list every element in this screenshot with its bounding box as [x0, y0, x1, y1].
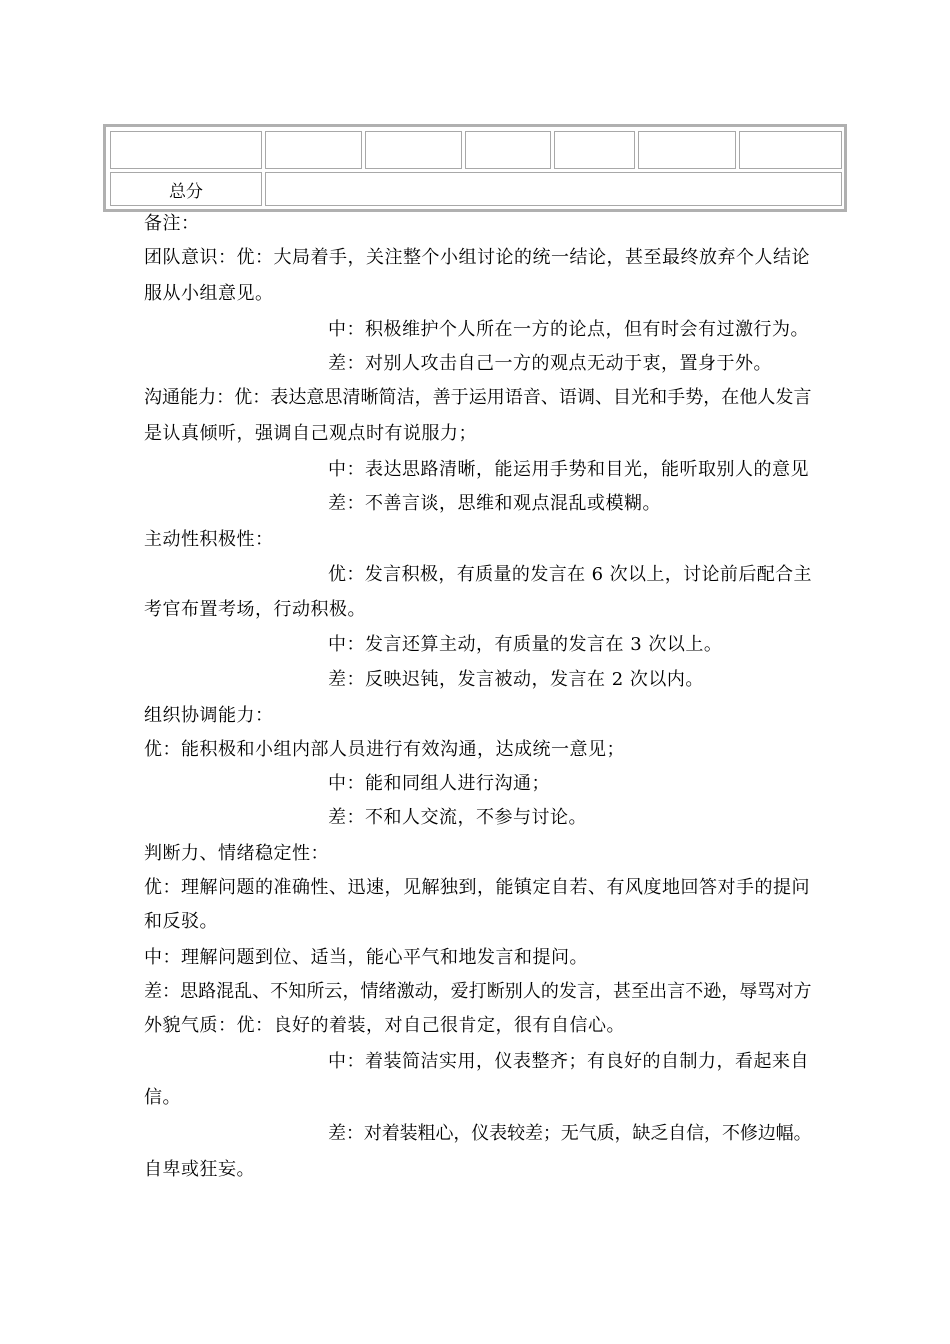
note-line: 中：着装简洁实用，仪表整齐；有良好的自制力，看起来自: [328, 1051, 809, 1072]
note-line: 判断力、情绪稳定性：: [144, 843, 329, 864]
note-line: 沟通能力：优：表达意思清晰简洁，善于运用语音、语调、目光和手势，在他人发言: [144, 387, 812, 408]
note-line: 中：表达思路清晰，能运用手势和目光，能听取别人的意见: [328, 459, 809, 480]
note-line: 信。: [144, 1087, 181, 1108]
note-line: 是认真倾听，强调自己观点时有说服力；: [144, 423, 477, 444]
note-line: 自卑或狂妄。: [144, 1159, 255, 1180]
note-line: 差：对别人攻击自己一方的观点无动于衷，置身于外。: [328, 353, 772, 374]
note-line: 优：能积极和小组内部人员进行有效沟通，达成统一意见；: [144, 739, 625, 760]
note-line: 和反驳。: [144, 911, 218, 932]
note-line: 中：发言还算主动，有质量的发言在 3 次以上。: [328, 634, 723, 655]
note-line: 考官布置考场，行动积极。: [144, 599, 366, 620]
note-line: 团队意识：优：大局着手，关注整个小组讨论的统一结论，甚至最终放弃个人结论: [144, 247, 810, 268]
note-line: 中：能和同组人进行沟通；: [328, 773, 550, 794]
note-line: 差：对着装粗心，仪表较差；无气质，缺乏自信，不修边幅。: [328, 1123, 812, 1144]
note-line: 组织协调能力：: [144, 705, 274, 726]
note-line: 外貌气质：优：良好的着装，对自己很肯定，很有自信心。: [144, 1015, 625, 1036]
note-line: 差：思路混乱、不知所云，情绪激动，爱打断别人的发言，甚至出言不逊，辱骂对方: [144, 981, 812, 1002]
notes-heading: 备注：: [144, 213, 200, 234]
note-line: 差：不善言谈，思维和观点混乱或模糊。: [328, 493, 661, 514]
note-line: 差：不和人交流，不参与讨论。: [328, 807, 587, 828]
note-line: 中：理解问题到位、适当，能心平气和地发言和提问。: [144, 947, 588, 968]
note-line: 优：发言积极，有质量的发言在 6 次以上，讨论前后配合主: [328, 564, 812, 585]
note-line: 服从小组意见。: [144, 283, 274, 304]
note-line: 主动性积极性：: [144, 529, 274, 550]
total-score-label: 总分: [110, 172, 262, 206]
note-line: 中：积极维护个人所在一方的论点，但有时会有过激行为。: [328, 319, 809, 340]
note-line: 优：理解问题的准确性、迅速，见解独到，能镇定自若、有风度地回答对手的提问: [144, 877, 810, 898]
note-line: 差：反映迟钝，发言被动，发言在 2 次以内。: [328, 669, 704, 690]
